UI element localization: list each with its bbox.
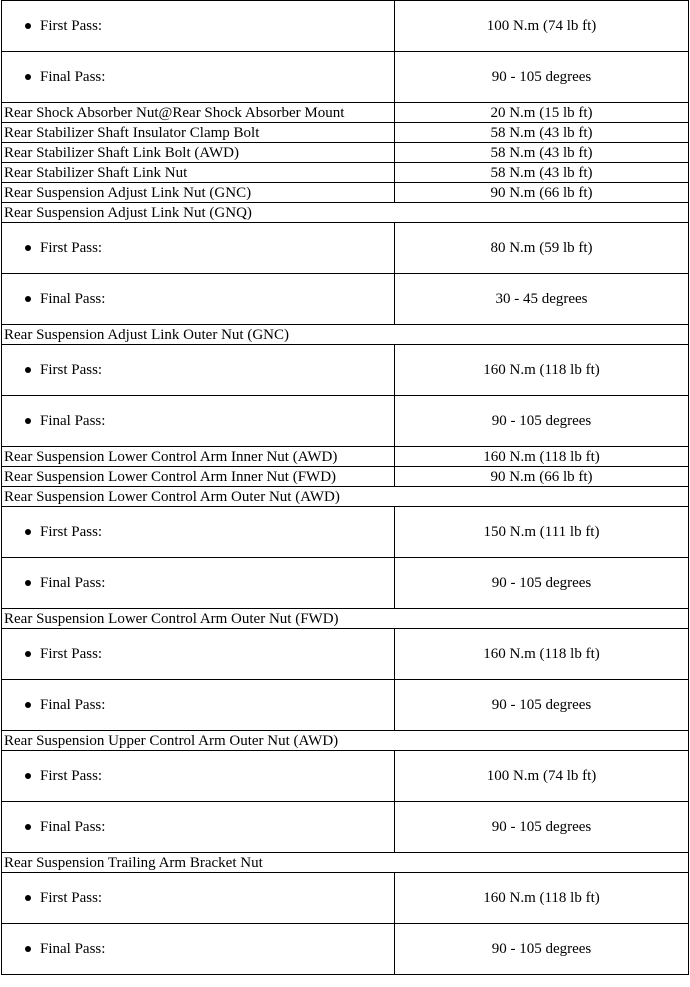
spec-row <box>2 143 689 163</box>
pass-row <box>2 52 689 103</box>
group-header-row <box>2 487 689 507</box>
pass-row <box>2 507 689 558</box>
pass-label: First Pass: <box>40 18 103 34</box>
pass-label: First Pass: <box>40 768 103 784</box>
pass-row <box>2 629 689 680</box>
group-header-row <box>2 853 689 873</box>
torque-value: 90 - 105 degrees <box>395 802 689 853</box>
pass-label-cell <box>2 751 395 802</box>
torque-value: 58 N.m (43 lb ft) <box>395 143 689 163</box>
pass-label: First Pass: <box>40 362 103 378</box>
bullet-icon <box>25 418 31 424</box>
spec-row <box>2 447 689 467</box>
pass-label: Final Pass: <box>40 413 106 429</box>
fastener-name: Rear Stabilizer Shaft Link Bolt (AWD) <box>2 143 395 163</box>
pass-row <box>2 345 689 396</box>
pass-label: First Pass: <box>40 890 103 906</box>
pass-label-cell <box>2 223 395 274</box>
pass-label: First Pass: <box>40 524 103 540</box>
fastener-group-name: Rear Suspension Adjust Link Outer Nut (GNC) <box>2 325 689 345</box>
torque-spec-body <box>2 1 689 975</box>
pass-row <box>2 751 689 802</box>
pass-label-cell <box>2 274 395 325</box>
fastener-group-name: Rear Suspension Trailing Arm Bracket Nut <box>2 853 689 873</box>
bullet-icon <box>25 702 31 708</box>
pass-row <box>2 274 689 325</box>
fastener-name: Rear Stabilizer Shaft Insulator Clamp Bolt <box>2 123 395 143</box>
torque-value: 90 - 105 degrees <box>395 558 689 609</box>
pass-row <box>2 396 689 447</box>
torque-value: 160 N.m (118 lb ft) <box>395 873 689 924</box>
pass-label: Final Pass: <box>40 69 106 85</box>
bullet-icon <box>25 23 31 29</box>
group-header-row <box>2 609 689 629</box>
pass-label: First Pass: <box>40 646 103 662</box>
torque-value: 90 - 105 degrees <box>395 924 689 975</box>
torque-value: 90 N.m (66 lb ft) <box>395 183 689 203</box>
pass-row <box>2 924 689 975</box>
pass-label-cell <box>2 924 395 975</box>
fastener-name: Rear Stabilizer Shaft Link Nut <box>2 163 395 183</box>
group-header-row <box>2 203 689 223</box>
torque-value: 90 - 105 degrees <box>395 396 689 447</box>
spec-row <box>2 123 689 143</box>
spec-row <box>2 183 689 203</box>
bullet-icon <box>25 580 31 586</box>
fastener-group-name: Rear Suspension Adjust Link Nut (GNQ) <box>2 203 689 223</box>
fastener-group-name: Rear Suspension Lower Control Arm Outer Nut (FWD) <box>2 609 689 629</box>
spec-row <box>2 467 689 487</box>
torque-value: 150 N.m (111 lb ft) <box>395 507 689 558</box>
pass-label: Final Pass: <box>40 697 106 713</box>
pass-label: First Pass: <box>40 240 103 256</box>
spec-row <box>2 163 689 183</box>
torque-value: 20 N.m (15 lb ft) <box>395 103 689 123</box>
pass-label-cell <box>2 802 395 853</box>
pass-label-cell <box>2 507 395 558</box>
torque-value: 58 N.m (43 lb ft) <box>395 123 689 143</box>
pass-label-cell <box>2 345 395 396</box>
pass-row <box>2 223 689 274</box>
pass-row <box>2 1 689 52</box>
torque-value: 80 N.m (59 lb ft) <box>395 223 689 274</box>
spec-row <box>2 103 689 123</box>
torque-value: 58 N.m (43 lb ft) <box>395 163 689 183</box>
torque-value: 160 N.m (118 lb ft) <box>395 629 689 680</box>
bullet-icon <box>25 824 31 830</box>
fastener-name: Rear Shock Absorber Nut@Rear Shock Absorber Mount <box>2 103 395 123</box>
bullet-icon <box>25 245 31 251</box>
pass-row <box>2 802 689 853</box>
pass-label-cell <box>2 680 395 731</box>
bullet-icon <box>25 367 31 373</box>
torque-value: 160 N.m (118 lb ft) <box>395 345 689 396</box>
fastener-group-name: Rear Suspension Upper Control Arm Outer Nut (AWD) <box>2 731 689 751</box>
pass-label-cell <box>2 1 395 52</box>
pass-label: Final Pass: <box>40 941 106 957</box>
bullet-icon <box>25 74 31 80</box>
fastener-name: Rear Suspension Lower Control Arm Inner Nut (FWD) <box>2 467 395 487</box>
torque-value: 90 - 105 degrees <box>395 680 689 731</box>
torque-value: 30 - 45 degrees <box>395 274 689 325</box>
pass-label-cell <box>2 396 395 447</box>
bullet-icon <box>25 946 31 952</box>
bullet-icon <box>25 529 31 535</box>
torque-value: 90 - 105 degrees <box>395 52 689 103</box>
group-header-row <box>2 325 689 345</box>
bullet-icon <box>25 651 31 657</box>
bullet-icon <box>25 296 31 302</box>
pass-label-cell <box>2 558 395 609</box>
pass-row <box>2 873 689 924</box>
pass-label: Final Pass: <box>40 291 106 307</box>
bullet-icon <box>25 895 31 901</box>
torque-value: 100 N.m (74 lb ft) <box>395 751 689 802</box>
pass-label-cell <box>2 873 395 924</box>
torque-value: 100 N.m (74 lb ft) <box>395 1 689 52</box>
pass-row <box>2 558 689 609</box>
fastener-group-name: Rear Suspension Lower Control Arm Outer Nut (AWD) <box>2 487 689 507</box>
fastener-name: Rear Suspension Lower Control Arm Inner Nut (AWD) <box>2 447 395 467</box>
pass-label: Final Pass: <box>40 575 106 591</box>
torque-spec-table <box>1 0 689 975</box>
pass-label-cell <box>2 629 395 680</box>
torque-value: 160 N.m (118 lb ft) <box>395 447 689 467</box>
fastener-name: Rear Suspension Adjust Link Nut (GNC) <box>2 183 395 203</box>
bullet-icon <box>25 773 31 779</box>
pass-row <box>2 680 689 731</box>
pass-label-cell <box>2 52 395 103</box>
group-header-row <box>2 731 689 751</box>
pass-label: Final Pass: <box>40 819 106 835</box>
torque-value: 90 N.m (66 lb ft) <box>395 467 689 487</box>
